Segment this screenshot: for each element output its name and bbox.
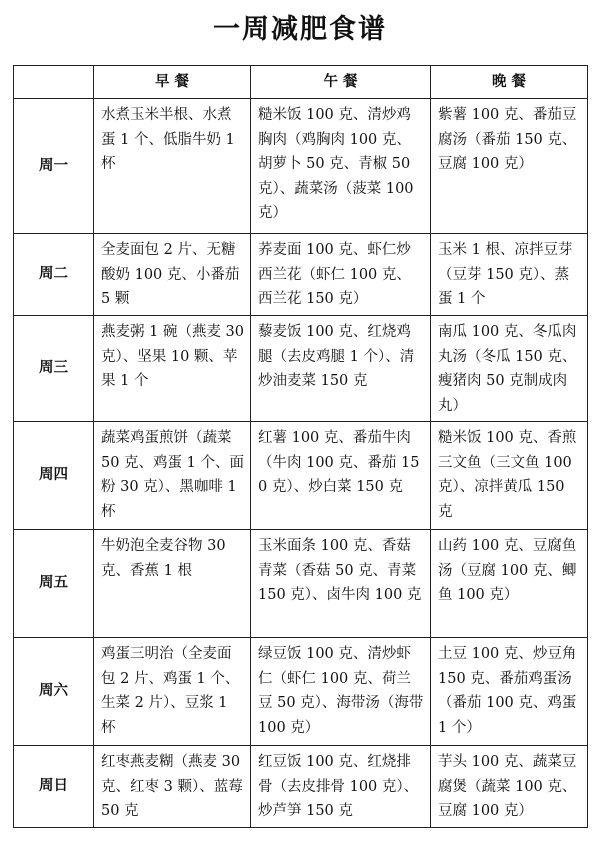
dinner-cell: 芋头 100 克、蔬菜豆腐煲（蔬菜 100 克、豆腐 100 克） <box>431 746 588 828</box>
lunch-cell: 红豆饭 100 克、红烧排骨（去皮排骨 100 克）、炒芦笋 150 克 <box>251 746 431 828</box>
header-lunch: 午 餐 <box>251 66 431 99</box>
table-row-friday <box>14 530 588 638</box>
table-row-thursday <box>14 422 588 530</box>
dinner-cell: 玉米 1 根、凉拌豆芽（豆芽 150 克）、蒸蛋 1 个 <box>431 234 588 316</box>
day-cell: 周一 <box>14 99 94 234</box>
table-row-wednesday <box>14 316 588 422</box>
breakfast-cell: 红枣燕麦糊（燕麦 30 克、红枣 3 颗）、蓝莓 50 克 <box>94 746 251 828</box>
header-day <box>14 66 94 99</box>
table-header-row <box>14 66 588 99</box>
lunch-cell: 糙米饭 100 克、清炒鸡胸肉（鸡胸肉 100 克、胡萝卜 50 克、青椒 50 克）、蔬菜汤（菠菜 100 克） <box>251 99 431 234</box>
breakfast-cell: 蔬菜鸡蛋煎饼（蔬菜 50 克、鸡蛋 1 个、面粉 30 克）、黑咖啡 1 杯 <box>94 422 251 530</box>
table-row-sunday <box>14 746 588 828</box>
weekly-meal-table <box>13 65 588 828</box>
page-title: 一周减肥食谱 <box>213 14 387 45</box>
day-cell: 周六 <box>14 638 94 746</box>
lunch-cell: 荞麦面 100 克、虾仁炒西兰花（虾仁 100 克、西兰花 150 克） <box>251 234 431 316</box>
breakfast-cell: 鸡蛋三明治（全麦面包 2 片、鸡蛋 1 个、生菜 2 片）、豆浆 1 杯 <box>94 638 251 746</box>
lunch-cell: 藜麦饭 100 克、红烧鸡腿（去皮鸡腿 1 个）、清炒油麦菜 150 克 <box>251 316 431 422</box>
breakfast-cell: 牛奶泡全麦谷物 30 克、香蕉 1 根 <box>94 530 251 638</box>
breakfast-cell: 全麦面包 2 片、无糖酸奶 100 克、小番茄 5 颗 <box>94 234 251 316</box>
table-row-monday <box>14 99 588 234</box>
table-row-saturday <box>14 638 588 746</box>
lunch-cell: 玉米面条 100 克、香菇青菜（香菇 50 克、青菜 150 克）、卤牛肉 100 克 <box>251 530 431 638</box>
breakfast-cell: 燕麦粥 1 碗（燕麦 30 克）、坚果 10 颗、苹果 1 个 <box>94 316 251 422</box>
lunch-cell: 绿豆饭 100 克、清炒虾仁（虾仁 100 克、荷兰豆 50 克）、海带汤（海带 100 克） <box>251 638 431 746</box>
day-cell: 周四 <box>14 422 94 530</box>
lunch-cell: 红薯 100 克、番茄牛肉（牛肉 100 克、番茄 150 克）、炒白菜 150 克 <box>251 422 431 530</box>
dinner-cell: 土豆 100 克、炒豆角 150 克、番茄鸡蛋汤（番茄 100 克、鸡蛋 1 个） <box>431 638 588 746</box>
breakfast-cell: 水煮玉米半根、水煮蛋 1 个、低脂牛奶 1 杯 <box>94 99 251 234</box>
day-cell: 周五 <box>14 530 94 638</box>
dinner-cell: 紫薯 100 克、番茄豆腐汤（番茄 150 克、豆腐 100 克） <box>431 99 588 234</box>
day-cell: 周三 <box>14 316 94 422</box>
header-breakfast: 早 餐 <box>94 66 251 99</box>
dinner-cell: 糙米饭 100 克、香煎三文鱼（三文鱼 100 克）、凉拌黄瓜 150 克 <box>431 422 588 530</box>
dinner-cell: 南瓜 100 克、冬瓜肉丸汤（冬瓜 150 克、瘦猪肉 50 克制成肉丸） <box>431 316 588 422</box>
day-cell: 周二 <box>14 234 94 316</box>
dinner-cell: 山药 100 克、豆腐鱼汤（豆腐 100 克、鲫鱼 100 克） <box>431 530 588 638</box>
table-row-tuesday <box>14 234 588 316</box>
header-dinner: 晚 餐 <box>431 66 588 99</box>
day-cell: 周日 <box>14 746 94 828</box>
